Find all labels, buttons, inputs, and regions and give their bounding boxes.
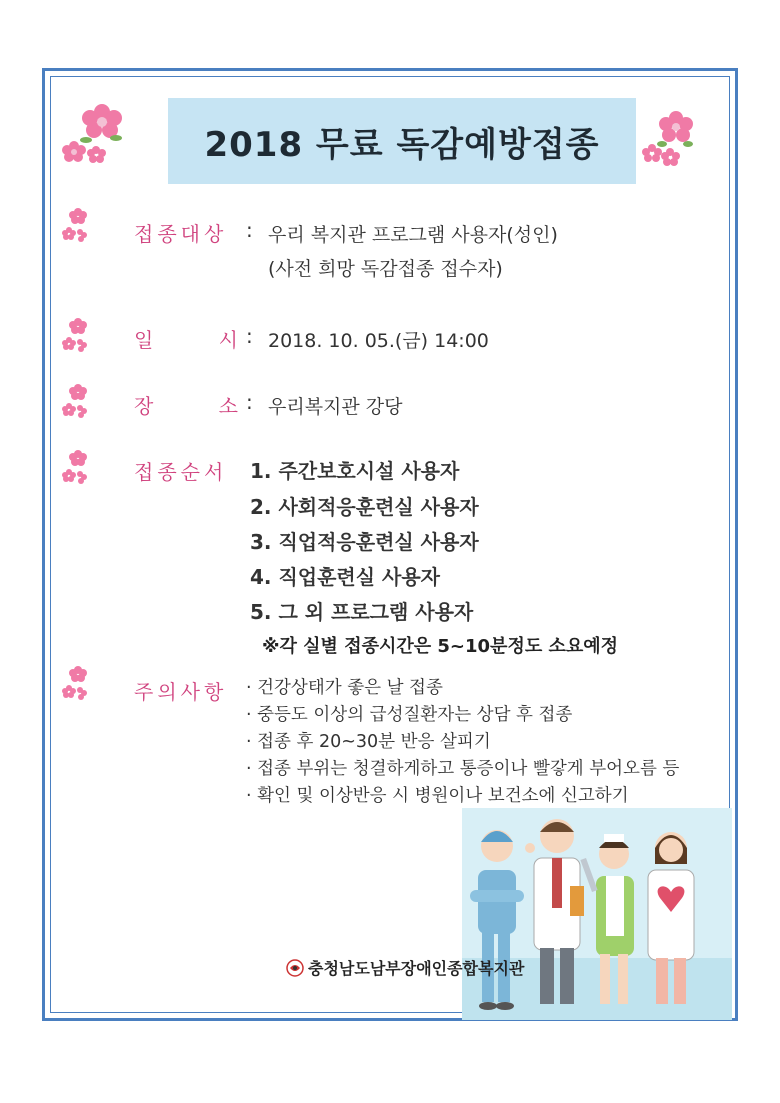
value-target-note: (사전 희망 독감접종 접수자) (268, 258, 503, 280)
flower-icon (62, 206, 88, 242)
order-step: 1. 주간보호시설 사용자 (250, 459, 460, 483)
label-target: 접종대상 (134, 222, 228, 246)
caution-item: · 확인 및 이상반응 시 병원이나 보건소에 신고하기 (246, 786, 629, 806)
page-title: 2018 무료 독감예방접종 (204, 124, 600, 165)
order-step: 4. 직업훈련실 사용자 (250, 565, 440, 589)
colon: : (246, 324, 253, 348)
label-place: 장 소 (134, 394, 238, 418)
flower-icon (62, 382, 88, 418)
title-banner (168, 98, 636, 184)
order-step: 2. 사회적응훈련실 사용자 (250, 495, 479, 519)
label-datetime: 일 시 (134, 328, 238, 352)
flower-icon (62, 316, 88, 352)
flower-icon (640, 108, 706, 170)
order-step: 5. 그 외 프로그램 사용자 (250, 600, 474, 624)
value-datetime: 2018. 10. 05.(금) 14:00 (268, 330, 489, 352)
caution-item: · 중등도 이상의 급성질환자는 상담 후 접종 (246, 705, 573, 725)
organization-name: 충청남도남부장애인종합복지관 (308, 959, 525, 978)
flower-icon (62, 448, 88, 484)
order-note: ※각 실별 접종시간은 5~10분정도 소요예정 (262, 636, 619, 657)
value-place: 우리복지관 강당 (268, 396, 403, 418)
label-caution: 주의사항 (134, 680, 228, 704)
logo-icon (286, 959, 304, 977)
organization-footer (286, 956, 524, 979)
order-step: 3. 직업적응훈련실 사용자 (250, 530, 479, 554)
colon: : (246, 390, 253, 414)
flower-icon (58, 100, 136, 166)
flower-icon (62, 664, 88, 700)
caution-item: · 건강상태가 좋은 날 접종 (246, 678, 443, 698)
value-target: 우리 복지관 프로그램 사용자(성인) (268, 224, 558, 246)
caution-item: · 접종 부위는 청결하게하고 통증이나 빨갛게 부어오름 등 (246, 759, 680, 779)
medical-staff-illustration (462, 808, 732, 1020)
label-order: 접종순서 (134, 460, 228, 484)
caution-item: · 접종 후 20~30분 반응 살피기 (246, 732, 491, 752)
colon: : (246, 218, 253, 242)
